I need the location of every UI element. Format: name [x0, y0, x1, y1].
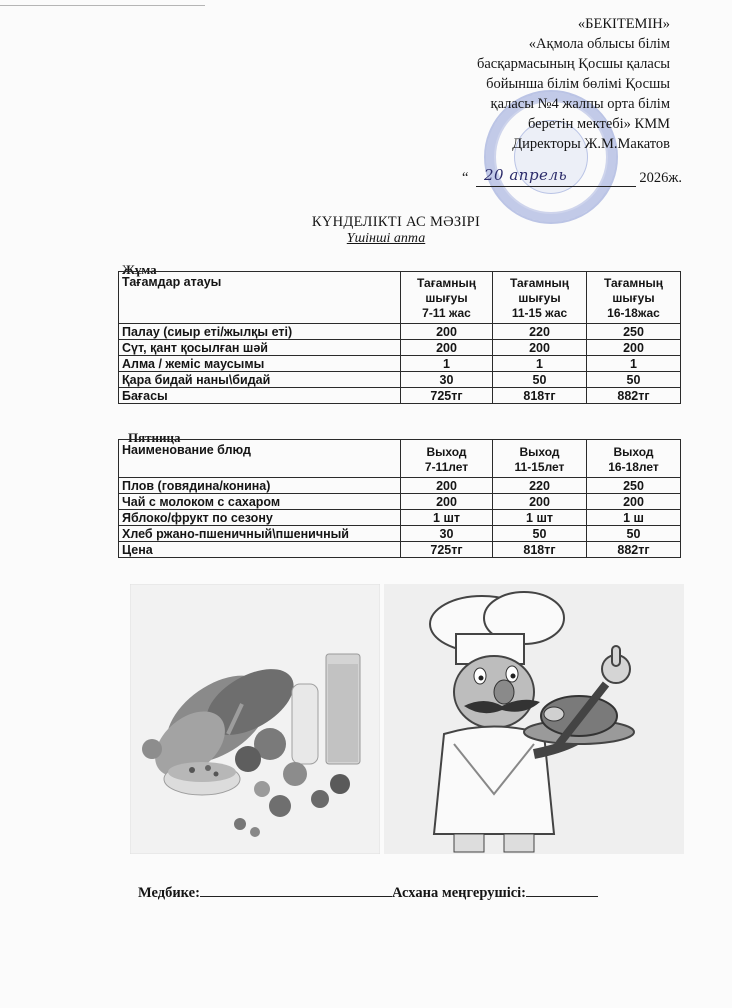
date-quote: “ [462, 170, 469, 186]
menu-title-block [0, 214, 732, 247]
table-row: Хлеб ржано-пшеничный\пшеничный 30 50 50 [119, 526, 681, 542]
column-header: Тағамның шығуы 11-15 жас [493, 272, 587, 324]
canteen-signature-line [526, 884, 598, 897]
page-title: КҮНДЕЛІКТІ АС МӘЗІРІ [311, 214, 481, 230]
day-label-kz: Жұма [122, 262, 157, 277]
approval-line: «Ақмола облысы білім [528, 36, 670, 52]
column-header: Тағамдар атауы [119, 272, 401, 324]
column-header: Наименование блюд [119, 440, 401, 478]
signature-footer [138, 884, 598, 902]
page-edge-line [0, 5, 205, 6]
column-header: Выход 7-11лет [401, 440, 493, 478]
chef-illustration [384, 584, 684, 854]
nurse-signature-line [200, 884, 392, 897]
handwritten-date: 20 апрель [484, 166, 568, 184]
price-row: Бағасы 725тг 818тг 882тг [119, 388, 681, 404]
approval-line: беретін мектебі» КММ [527, 116, 670, 132]
canteen-label: Асхана меңгерушісі: [391, 885, 527, 901]
table-row: Яблоко/фрукт по сезону 1 шт 1 шт 1 ш [119, 510, 681, 526]
approval-block [340, 14, 670, 154]
approval-line: бойынша білім бөлімі Қосшы [486, 76, 670, 92]
column-header: Тағамның шығуы 16-18жас [587, 272, 681, 324]
table-row: Плов (говядина/конина) 200 220 250 [119, 478, 681, 494]
food-illustration [130, 584, 380, 854]
director-line: Директоры Ж.М.Макатов [512, 136, 670, 152]
menu-table-kz [118, 271, 681, 404]
approval-line: қаласы №4 жалпы орта білім [490, 96, 670, 112]
date-year: 2026ж. [639, 170, 682, 186]
column-header: Выход 11-15лет [493, 440, 587, 478]
column-header: Тағамның шығуы 7-11 жас [401, 272, 493, 324]
week-label: Үшінші апта [346, 231, 426, 246]
menu-table-ru [118, 439, 681, 558]
table-header-row [119, 272, 681, 324]
price-row: Цена 725тг 818тг 882тг [119, 542, 681, 558]
table-row: Қара бидай наны\бидай 30 50 50 [119, 372, 681, 388]
day-label-ru: Пятница [128, 430, 181, 445]
approval-line: басқармасының Қосшы қаласы [476, 56, 670, 72]
approval-date [462, 168, 682, 190]
table-row: Алма / жеміс маусымы 1 1 1 [119, 356, 681, 372]
nurse-label: Медбике: [138, 885, 200, 901]
table-header-row [119, 440, 681, 478]
column-header: Выход 16-18лет [587, 440, 681, 478]
table-row: Палау (сиыр еті/жылқы еті) 200 220 250 [119, 324, 681, 340]
table-row: Сүт, қант қосылған шәй 200 200 200 [119, 340, 681, 356]
table-row: Чай с молоком с сахаром 200 200 200 [119, 494, 681, 510]
approval-line: «БЕКІТЕМІН» [577, 16, 670, 32]
